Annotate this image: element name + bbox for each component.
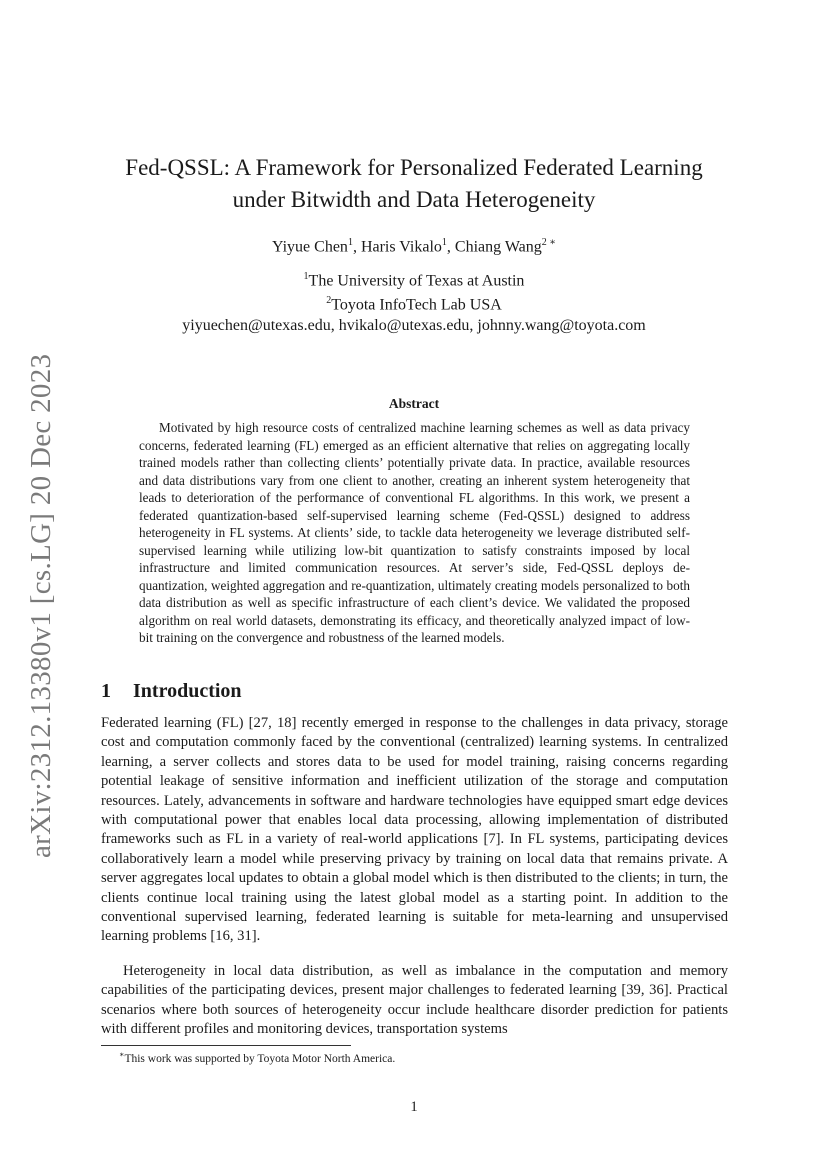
author-name: Yiyue Chen (271, 238, 348, 256)
footnote-text: This work was supported by Toyota Motor North America. (124, 1052, 396, 1065)
paper-title (80, 152, 748, 216)
affiliation-mark: 2 (326, 295, 332, 307)
author-separator: , (446, 238, 455, 256)
author-affiliation-mark: 2 (541, 237, 547, 248)
page-number: 1 (410, 1099, 418, 1115)
body-paragraph-1: Federated learning (FL) [27, 18] recently emerged in response to the challenges in data privacy, storage cost and computation commonly faced by the conventional (centralized) learning systems. In centralized learning, a server collects and stores data to be used for model training, raising concerns regarding potential leakage of sensitive information and inefficient utilization of the storage and computation resources. Lately, advancements in software and hardware technologies have equipped smart edge devices with computational power that enables local data processing, allowing implementation of distributed frameworks such as FL in a variety of real-world applications [7]. In FL systems, participating devices collaboratively learn a model while preserving privacy by training on local data that remains private. A server aggregates local updates to obtain a global model which is then distributed to the clients; in turn, the clients continue local training using the latest global model as a starting point. In addition to the conventional supervised learning, federated learning is suitable for meta-learning and unsupervised learning problems [16, 31]. (101, 715, 728, 945)
author-name: Chiang Wang (454, 238, 542, 256)
author-list (80, 232, 748, 258)
footnote (101, 1047, 728, 1067)
body-paragraph-2: Heterogeneity in local data distribution, as well as imbalance in the computation and memory capabilities of the participating devices, present major challenges to federated learning [39, 36]. Practical scenarios where both sources of heterogeneity occur include healthcare disorder prediction for patients with different profiles and monitoring devices, transportation systems (101, 963, 728, 1038)
footnote-star-mark: ∗ (546, 237, 557, 248)
author-separator: , (352, 238, 361, 256)
author-emails: yiyuechen@utexas.edu, hvikalo@utexas.edu, johnny.wang@toyota.com (182, 316, 646, 334)
author-name: Haris Vikalo (360, 238, 442, 256)
title-line-1: Fed-QSSL: A Framework for Personalized Federated Learning (125, 155, 703, 180)
affiliation-mark: 1 (303, 271, 309, 282)
affiliation-1 (80, 267, 748, 291)
arxiv-identifier-stamp: arXiv:2312.13380v1 [cs.LG] 20 Dec 2023 (25, 353, 57, 858)
section-heading (101, 678, 242, 704)
title-line-2: under Bitwidth and Data Heterogeneity (232, 187, 596, 212)
section-number: 1 (101, 680, 111, 702)
abstract-text: Motivated by high resource costs of centralized machine learning schemes as well as data privacy concerns, federated learning (FL) emerged as an efficient alternative that relies on aggregating locally trained models rather than collecting clients’ potentially private data. In practice, available resources and data distributions vary from one client to another, creating an inherent system heterogeneity that leads to deterioration of the performance of conventional FL algorithms. In this work, we present a federated quantization-based self-supervised learning scheme (Fed-QSSL) designed to address heterogeneity in FL systems. At clients’ side, to tackle data heterogeneity we leverage distributed self-supervised learning while utilizing low-bit quantization to satisfy constraints imposed by local infrastructure and limited communication resources. At server’s side, Fed-QSSL deploys de-quantization, weighted aggregation and re-quantization, ultimately creating models personalized to both data distribution as well as specific infrastructure of each client’s device. We validated the proposed algorithm on real world datasets, demonstrating its efficacy, and theoretically analyzed impact of low-bit training on the convergence and robustness of the learned models. (139, 420, 690, 645)
affiliation-name: The University of Texas at Austin (308, 272, 525, 290)
affiliations (80, 267, 748, 336)
author-affiliation-mark: 1 (347, 237, 353, 248)
footnote-divider (101, 1045, 351, 1046)
affiliation-2 (80, 291, 748, 315)
footnote-mark: ∗ (119, 1050, 125, 1059)
section-title: Introduction (133, 680, 242, 702)
abstract-heading: Abstract (388, 396, 440, 411)
author-affiliation-mark: 1 (441, 237, 447, 248)
affiliation-name: Toyota InfoTech Lab USA (331, 296, 502, 314)
